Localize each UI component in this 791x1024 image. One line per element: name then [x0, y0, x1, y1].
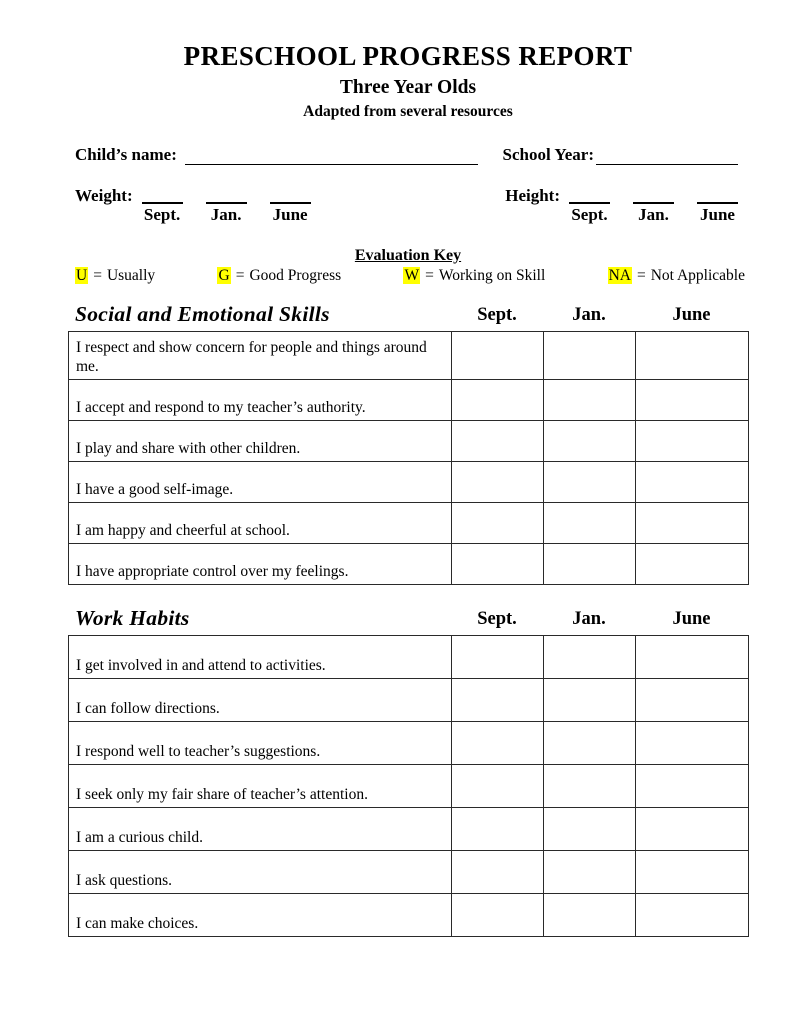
- score-cell-june: [636, 331, 749, 379]
- equals-sign: =: [93, 266, 102, 284]
- key-item-working-on-skill: [403, 267, 545, 285]
- child-name-blank: [185, 146, 478, 165]
- table-row: [69, 635, 749, 678]
- key-code: G: [218, 266, 230, 284]
- key-item-usually: [75, 267, 155, 285]
- page-note: Adapted from several resources: [303, 102, 513, 120]
- weight-label: Weight:: [75, 185, 133, 205]
- statement-cell: I accept and respond to my teacher’s authority.: [69, 379, 452, 420]
- work-habits-table: [68, 635, 749, 937]
- score-cell-sept: [452, 379, 544, 420]
- score-cell-june: [636, 461, 749, 502]
- score-cell-june: [636, 502, 749, 543]
- score-cell-jan: [544, 678, 636, 721]
- table-row: [69, 764, 749, 807]
- table-row: [69, 461, 749, 502]
- score-cell-sept: [452, 331, 544, 379]
- score-cell-june: [636, 420, 749, 461]
- table-row: [69, 850, 749, 893]
- key-meaning: Usually: [106, 266, 156, 284]
- work-habits-heading-row: [68, 606, 748, 631]
- evaluation-key: [68, 267, 748, 285]
- score-cell-sept: [452, 502, 544, 543]
- score-cell-jan: [544, 635, 636, 678]
- height-june-column: [697, 186, 738, 225]
- table-row: [69, 678, 749, 721]
- height-jan-blank: [633, 186, 674, 204]
- statement-cell: I have appropriate control over my feelings.: [69, 543, 452, 584]
- score-cell-june: [636, 543, 749, 584]
- child-name-field: [75, 145, 478, 165]
- score-cell-jan: [544, 850, 636, 893]
- school-year-field: [503, 145, 738, 165]
- score-cell-sept: [452, 807, 544, 850]
- score-cell-jan: [544, 420, 636, 461]
- measures-row: [68, 186, 748, 225]
- score-cell-jan: [544, 379, 636, 420]
- score-cell-june: [636, 764, 749, 807]
- table-row: [69, 379, 749, 420]
- weight-sept-blank: [142, 186, 183, 204]
- month-label: Jan.: [210, 204, 242, 224]
- table-row: [69, 721, 749, 764]
- score-cell-june: [636, 721, 749, 764]
- social-emotional-table: [68, 331, 749, 585]
- column-header-june: June: [672, 304, 711, 325]
- key-meaning: Good Progress: [249, 266, 342, 284]
- equals-sign: =: [235, 266, 245, 284]
- column-header-jan: Jan.: [572, 304, 606, 325]
- key-item-not-applicable: [608, 267, 745, 285]
- column-header-june: June: [672, 608, 711, 629]
- equals-sign: =: [636, 266, 646, 284]
- score-cell-jan: [544, 764, 636, 807]
- table-row: [69, 502, 749, 543]
- table-row: [69, 543, 749, 584]
- height-sept-column: [569, 186, 610, 225]
- score-cell-sept: [452, 461, 544, 502]
- score-cell-sept: [452, 764, 544, 807]
- evaluation-key-title: Evaluation Key: [354, 246, 462, 264]
- weight-group: [75, 186, 311, 225]
- statement-cell: I can follow directions.: [69, 678, 452, 721]
- month-label: Jan.: [638, 204, 669, 224]
- month-label: Sept.: [571, 204, 608, 224]
- social-emotional-heading-row: [68, 302, 748, 327]
- weight-jan-column: [206, 186, 247, 225]
- section-title: Work Habits: [75, 605, 190, 630]
- score-cell-jan: [544, 461, 636, 502]
- weight-june-column: [270, 186, 311, 225]
- score-cell-sept: [452, 850, 544, 893]
- score-cell-june: [636, 379, 749, 420]
- score-cell-jan: [544, 543, 636, 584]
- table-row: [69, 807, 749, 850]
- height-label: Height:: [505, 185, 560, 205]
- score-cell-june: [636, 850, 749, 893]
- statement-cell: I get involved in and attend to activities.: [69, 635, 452, 678]
- height-jan-column: [633, 186, 674, 225]
- statement-cell: I have a good self-image.: [69, 461, 452, 502]
- score-cell-june: [636, 807, 749, 850]
- statement-cell: I respect and show concern for people and things around me.: [69, 331, 452, 379]
- weight-june-blank: [270, 186, 311, 204]
- month-label: June: [272, 204, 308, 224]
- table-row: [69, 331, 749, 379]
- school-year-label: School Year:: [502, 144, 594, 164]
- name-row: [68, 145, 748, 165]
- statement-cell: I am a curious child.: [69, 807, 452, 850]
- page-title: PRESCHOOL PROGRESS REPORT: [183, 41, 633, 71]
- score-cell-sept: [452, 678, 544, 721]
- score-cell-sept: [452, 635, 544, 678]
- score-cell-june: [636, 893, 749, 936]
- statement-cell: I respond well to teacher’s suggestions.: [69, 721, 452, 764]
- height-group: [505, 186, 738, 225]
- child-name-label: Child’s name:: [75, 144, 177, 164]
- score-cell-sept: [452, 420, 544, 461]
- statement-cell: I ask questions.: [69, 850, 452, 893]
- statement-cell: I am happy and cheerful at school.: [69, 502, 452, 543]
- score-cell-jan: [544, 502, 636, 543]
- score-cell-june: [636, 678, 749, 721]
- month-label: June: [700, 204, 735, 224]
- key-item-good-progress: [217, 267, 341, 285]
- weight-jan-blank: [206, 186, 247, 204]
- key-meaning: Not Applicable: [650, 266, 745, 284]
- page-subtitle: Three Year Olds: [339, 76, 477, 98]
- table-row: [69, 893, 749, 936]
- height-sept-blank: [569, 186, 610, 204]
- table-row: [69, 420, 749, 461]
- key-code: NA: [608, 266, 631, 284]
- key-meaning: Working on Skill: [438, 266, 546, 284]
- key-code: W: [404, 266, 420, 284]
- key-code: U: [76, 266, 88, 284]
- score-cell-jan: [544, 331, 636, 379]
- column-header-sept: Sept.: [477, 304, 517, 325]
- statement-cell: I seek only my fair share of teacher’s attention.: [69, 764, 452, 807]
- column-header-jan: Jan.: [572, 608, 606, 629]
- score-cell-june: [636, 635, 749, 678]
- weight-sept-column: [142, 186, 183, 225]
- score-cell-sept: [452, 721, 544, 764]
- score-cell-jan: [544, 807, 636, 850]
- score-cell-sept: [452, 543, 544, 584]
- section-title: Social and Emotional Skills: [75, 301, 330, 326]
- month-label: Sept.: [143, 204, 181, 224]
- equals-sign: =: [425, 266, 434, 284]
- school-year-blank: [596, 146, 738, 165]
- score-cell-jan: [544, 893, 636, 936]
- height-june-blank: [697, 186, 738, 204]
- score-cell-jan: [544, 721, 636, 764]
- score-cell-sept: [452, 893, 544, 936]
- statement-cell: I can make choices.: [69, 893, 452, 936]
- statement-cell: I play and share with other children.: [69, 420, 452, 461]
- column-header-sept: Sept.: [477, 608, 517, 629]
